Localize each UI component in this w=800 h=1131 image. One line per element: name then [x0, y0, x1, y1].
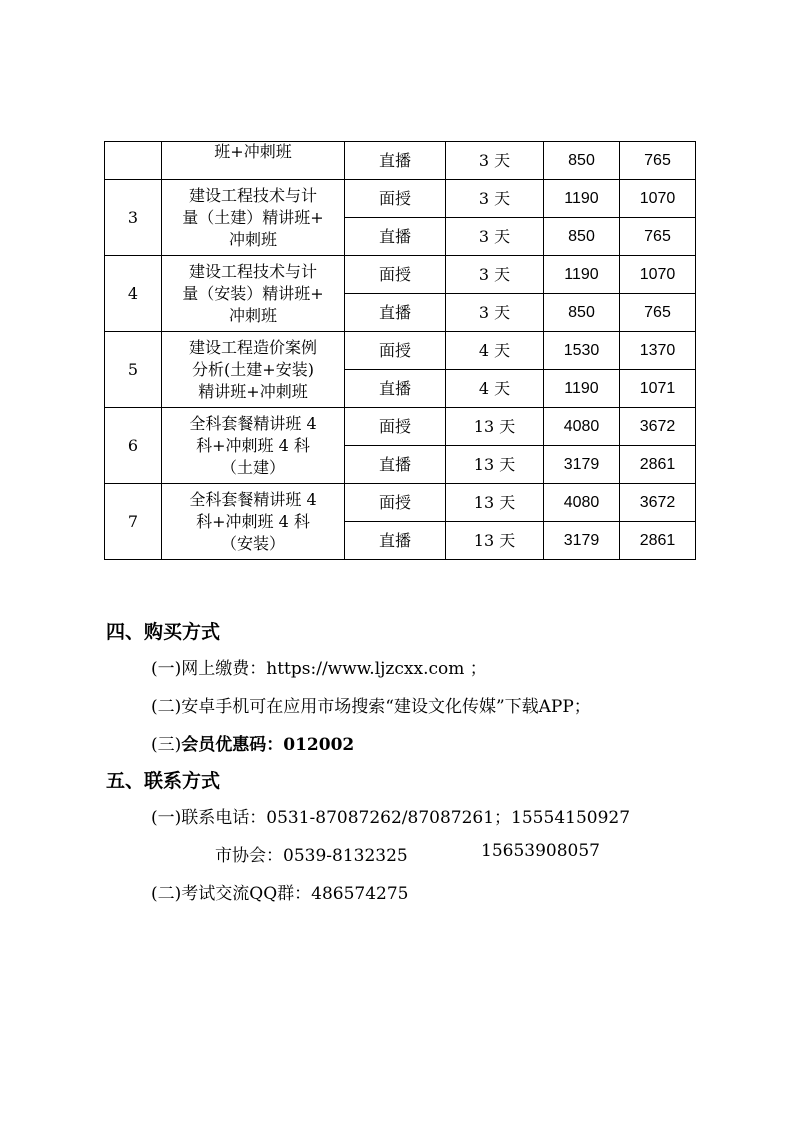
price-cell: 1070	[620, 256, 696, 294]
course-name-line: （土建）	[220, 457, 285, 477]
mode-cell: 面授	[345, 408, 446, 446]
price-cell: 850	[544, 142, 620, 180]
duration-cell: 13 天	[446, 484, 544, 522]
course-name-cell: 班+冲刺班	[162, 142, 345, 180]
course-name-line: 全科套餐精讲班 4	[189, 413, 317, 433]
course-price-table	[104, 141, 696, 560]
course-name-line: 分析(土建+安装)	[192, 359, 314, 379]
mode-cell: 直播	[345, 294, 446, 332]
price-cell: 765	[620, 142, 696, 180]
duration-cell: 4 天	[446, 370, 544, 408]
mode-cell: 面授	[345, 256, 446, 294]
association-phone-label: 市协会：0539-8132325	[215, 846, 408, 866]
course-name-cell	[162, 484, 345, 560]
price-cell: 2861	[620, 446, 696, 484]
table-row	[105, 256, 696, 294]
row-number-cell: 6	[105, 408, 162, 484]
table-row	[105, 408, 696, 446]
course-name-line: 科+冲刺班 4 科	[196, 511, 310, 531]
course-name-line: 量（土建）精讲班+	[182, 207, 324, 227]
online-payment-line: (一)网上缴费：https://www.ljzcxx.com ；	[151, 659, 487, 679]
price-cell: 1190	[544, 256, 620, 294]
mode-cell: 面授	[345, 484, 446, 522]
mode-cell: 直播	[345, 218, 446, 256]
course-name-line: 精讲班+冲刺班	[198, 381, 308, 401]
price-cell: 1070	[620, 180, 696, 218]
row-number-cell: 7	[105, 484, 162, 560]
row-number-cell: 5	[105, 332, 162, 408]
duration-cell: 13 天	[446, 522, 544, 560]
duration-cell: 3 天	[446, 180, 544, 218]
price-cell: 1071	[620, 370, 696, 408]
purchase-section-title: 四、购买方式	[106, 621, 221, 643]
duration-cell: 3 天	[446, 294, 544, 332]
price-cell: 765	[620, 218, 696, 256]
price-cell: 2861	[620, 522, 696, 560]
course-name-line: 建设工程技术与计	[188, 185, 317, 205]
price-cell: 1530	[544, 332, 620, 370]
price-cell: 1370	[620, 332, 696, 370]
duration-cell: 3 天	[446, 142, 544, 180]
mode-cell: 面授	[345, 332, 446, 370]
price-cell: 3672	[620, 408, 696, 446]
price-cell: 850	[544, 218, 620, 256]
member-code-line	[151, 730, 354, 755]
price-cell: 3179	[544, 446, 620, 484]
price-cell: 3672	[620, 484, 696, 522]
price-cell: 4080	[544, 408, 620, 446]
mode-cell: 直播	[345, 446, 446, 484]
duration-cell: 13 天	[446, 408, 544, 446]
price-cell: 4080	[544, 484, 620, 522]
mode-cell: 直播	[345, 522, 446, 560]
price-cell: 1190	[544, 370, 620, 408]
mode-cell: 面授	[345, 180, 446, 218]
member-code-prefix: (三)	[151, 735, 182, 755]
android-app-line: (二)安卓手机可在应用市场搜索“建设文化传媒”下载APP；	[151, 697, 591, 717]
price-cell: 3179	[544, 522, 620, 560]
row-number-cell: 3	[105, 180, 162, 256]
course-name-cell	[162, 180, 345, 256]
course-name-cell	[162, 332, 345, 408]
association-mobile: 15653908057	[481, 841, 600, 861]
table-row	[105, 142, 696, 180]
contact-section-title: 五、联系方式	[106, 770, 221, 792]
course-name-line: 科+冲刺班 4 科	[196, 435, 310, 455]
row-number-cell	[105, 142, 162, 180]
course-name-line: 冲刺班	[228, 305, 277, 325]
price-cell: 1190	[544, 180, 620, 218]
price-cell: 850	[544, 294, 620, 332]
duration-cell: 3 天	[446, 218, 544, 256]
duration-cell: 4 天	[446, 332, 544, 370]
price-cell: 765	[620, 294, 696, 332]
qq-group-line: (二)考试交流QQ群：486574275	[151, 884, 409, 904]
contact-phone-line: (一)联系电话：0531-87087262/87087261；15554150927	[151, 808, 631, 828]
course-name-cell	[162, 256, 345, 332]
course-name-line: 建设工程造价案例	[188, 337, 317, 357]
member-code-text: 会员优惠码：012002	[181, 735, 355, 755]
course-name-cell	[162, 408, 345, 484]
row-number-cell: 4	[105, 256, 162, 332]
table-row	[105, 484, 696, 522]
course-name-line: 量（安装）精讲班+	[182, 283, 324, 303]
table-row	[105, 180, 696, 218]
mode-cell: 直播	[345, 142, 446, 180]
mode-cell: 直播	[345, 370, 446, 408]
course-name-line: 冲刺班	[228, 229, 277, 249]
course-name-line: 建设工程技术与计	[188, 261, 317, 281]
table-row	[105, 332, 696, 370]
course-name-line: （安装）	[220, 533, 285, 553]
duration-cell: 13 天	[446, 446, 544, 484]
duration-cell: 3 天	[446, 256, 544, 294]
course-name-line: 全科套餐精讲班 4	[189, 489, 317, 509]
